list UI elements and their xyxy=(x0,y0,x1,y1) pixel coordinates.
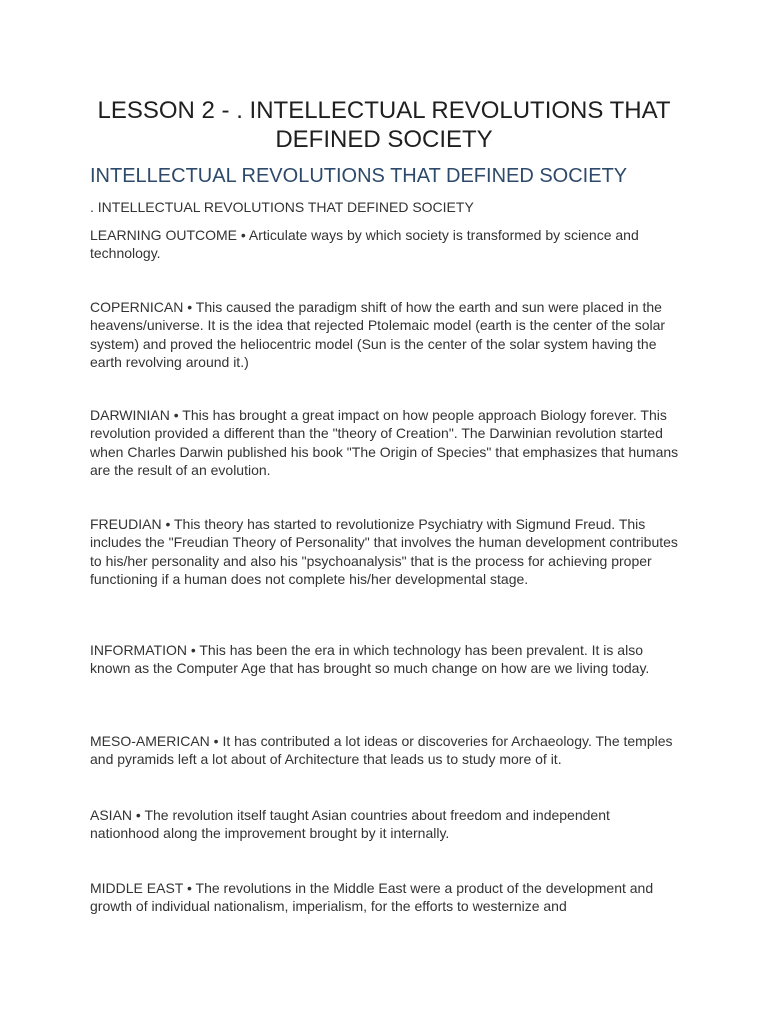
page-title: LESSON 2 - . INTELLECTUAL REVOLUTIONS THAT DEFINED SOCIETY xyxy=(97,97,671,153)
section-heading: INTELLECTUAL REVOLUTIONS THAT DEFINED SOCIETY xyxy=(90,165,628,187)
paragraph-copernican: COPERNICAN • This caused the paradigm shift of how the earth and sun were placed in the heavens/universe. It is the idea that rejected Ptolemaic model (earth is the center of the solar system) and proved the heliocentric model (Sun is the center of the solar system having the earth revolving around it.) xyxy=(90,299,666,370)
paragraph-asian: ASIAN • The revolution itself taught Asian countries about freedom and independent nationhood along the improvement brought by it internally. xyxy=(90,807,610,842)
paragraph-information: INFORMATION • This has been the era in which technology has been prevalent. It is also known as the Computer Age that has brought so much change on how are we living today. xyxy=(90,642,650,677)
paragraph-freudian: FREUDIAN • This theory has started to revolutionize Psychiatry with Sigmund Freud. This includes the "Freudian Theory of Personality" that involves the human development contributes to his/her personality and also his "psychoanalysis" that is the process for achieving proper functioning if a human does not complete his/her developmental stage. xyxy=(90,516,678,587)
paragraph-meso-american: MESO-AMERICAN • It has contributed a lot ideas or discoveries for Archaeology. The temples and pyramids left a lot about of Architecture that leads us to study more of it. xyxy=(90,733,673,768)
paragraph-middle-east: MIDDLE EAST • The revolutions in the Middle East were a product of the development and growth of individual nationalism, imperialism, for the efforts to westernize and xyxy=(90,880,654,915)
paragraph-darwinian: DARWINIAN • This has brought a great impact on how people approach Biology forever. This revolution provided a different than the "theory of Creation". The Darwinian revolution started when Charles Darwin published his book "The Origin of Species" that emphasizes that humans are the result of an evolution. xyxy=(90,407,679,478)
paragraph-learning-outcome: LEARNING OUTCOME • Articulate ways by which society is transformed by science and technology. xyxy=(90,227,639,262)
subheading: . INTELLECTUAL REVOLUTIONS THAT DEFINED SOCIETY xyxy=(90,199,474,215)
